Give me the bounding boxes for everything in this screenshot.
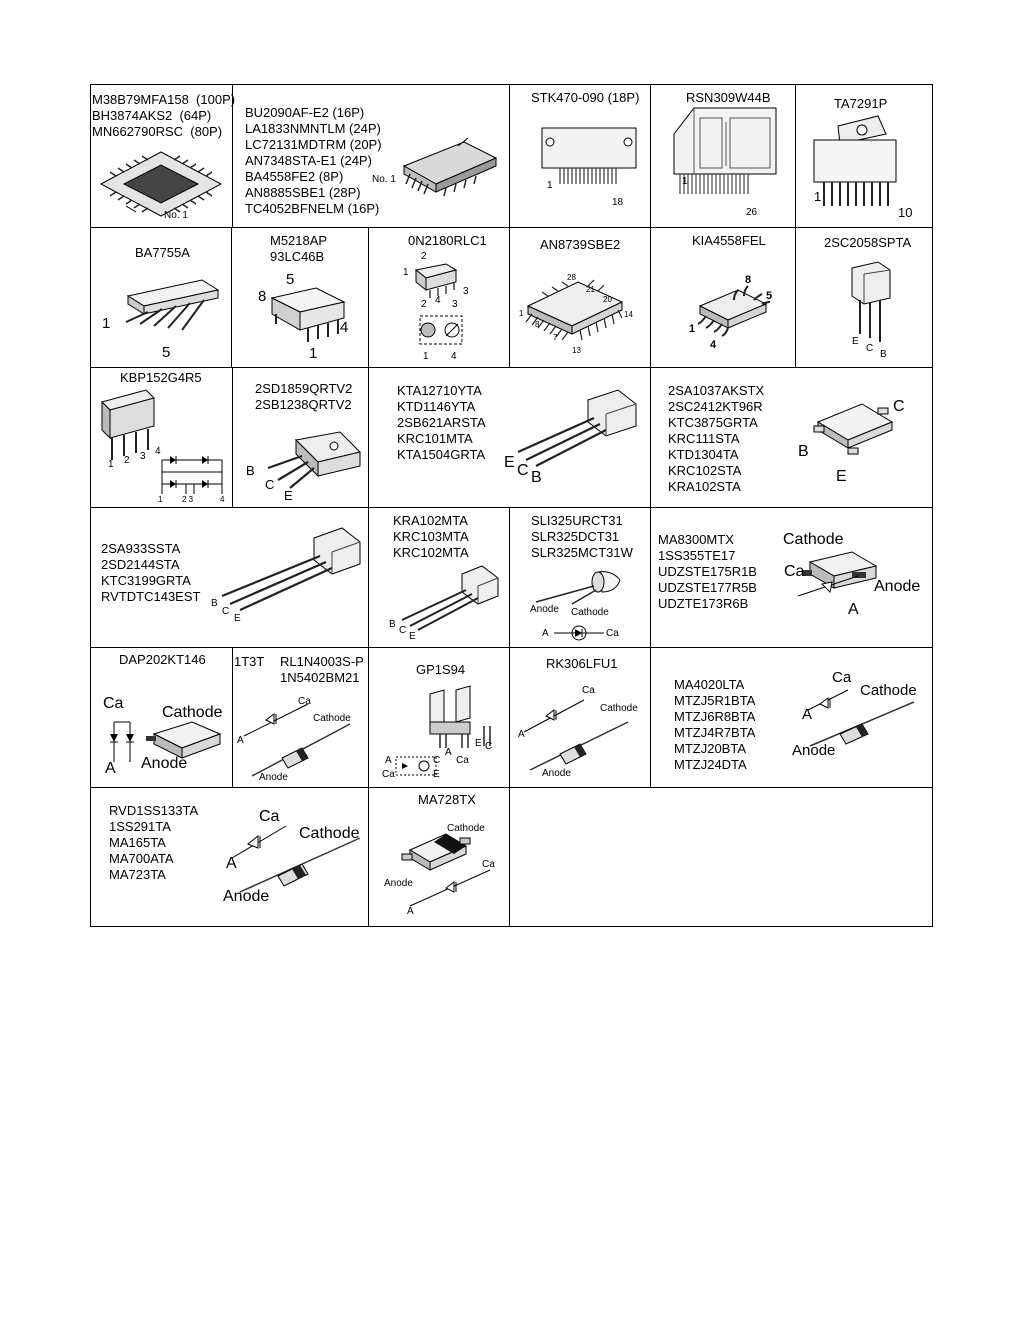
led-symbol-icon: [554, 624, 604, 642]
part-number: RL1N4003S-P: [280, 654, 364, 669]
transistor-to92-icon: [840, 258, 896, 344]
part-number: MTZJ5R1BTA: [674, 693, 756, 708]
cathode-pin-label: Ca: [832, 669, 852, 686]
part-number: RVD1SS133TA: [109, 803, 199, 818]
part-number: KTD1146YTA: [397, 399, 476, 414]
pin-label: E: [504, 454, 515, 471]
pin-label: 14: [624, 310, 633, 319]
part-number: 2SB1238QRTV2: [255, 397, 352, 412]
pin-label: C: [893, 398, 905, 415]
part-number: MTZJ4R7BTA: [674, 725, 756, 740]
to92-transistor-icon: [514, 386, 640, 468]
pin-label: 1: [547, 180, 553, 191]
pin-label: 4: [220, 495, 225, 504]
pin-label: 26: [746, 207, 758, 218]
pin-label: E: [284, 488, 293, 503]
part-number: 1N5402BM21: [280, 670, 360, 685]
pin-label: E: [234, 613, 241, 624]
part-number: 2SD1859QRTV2: [255, 381, 353, 396]
phototransistor-symbol-icon: [394, 755, 441, 777]
pin-label: No. 1: [164, 210, 188, 221]
smd-diode-icon: [798, 548, 880, 606]
cathode-label: Cathode: [447, 823, 485, 834]
sip-module-icon: [540, 124, 644, 198]
part-number: LC72131MDTRM (20P): [245, 137, 382, 152]
pin-label: 1: [158, 495, 163, 504]
part-number: KRC111STA: [668, 431, 740, 446]
pin-label: A: [445, 747, 452, 758]
part-number: 1SS291TA: [109, 819, 171, 834]
part-number: KRC101MTA: [397, 431, 473, 446]
pin-label: 20: [603, 295, 612, 304]
pin-label: 18: [612, 197, 624, 208]
part-number: 2SA1037AKSTX: [668, 383, 765, 398]
part-number: MN662790RSC (80P): [92, 124, 223, 139]
cathode-pin-label: Ca: [606, 628, 619, 639]
part-number: SLR325DCT31: [531, 529, 620, 544]
anode-label: Anode: [542, 768, 571, 779]
cathode-pin-label: Ca: [298, 696, 311, 707]
sop28-package-icon: [518, 274, 634, 350]
pin-label: 4: [155, 446, 161, 457]
part-number: KIA4558FEL: [692, 233, 766, 248]
part-number: 2SC2412KT96R: [668, 399, 763, 414]
pin-label: C: [485, 741, 493, 752]
part-number: MA728TX: [418, 792, 476, 807]
part-number: BH3874AKS2 (64P): [92, 108, 212, 123]
anode-pin-label: A: [237, 735, 244, 746]
part-number: MA4020LTA: [674, 677, 745, 692]
cathode-pin-label: Ca: [582, 685, 595, 696]
cathode-pin-label: Ca: [784, 563, 805, 580]
pin-label: 13: [572, 346, 581, 355]
cathode-label: Cathode: [313, 713, 351, 724]
pin-label: C: [433, 755, 441, 766]
anode-pin-label: A: [542, 628, 549, 639]
part-number: 2SB621ARSTA: [397, 415, 486, 430]
sop-package-icon: [398, 136, 502, 198]
cathode-label: Cathode: [571, 607, 609, 618]
pin-label: A: [385, 755, 392, 766]
part-number: UDZTE173R6B: [658, 596, 749, 611]
pin-label: Ca: [456, 755, 469, 766]
dip8-package-icon: [266, 284, 352, 346]
pin-label: C: [265, 477, 275, 492]
pin-label: 2 3: [182, 495, 194, 504]
pin-label: B: [880, 349, 887, 360]
anode-label: Anode: [259, 772, 288, 783]
part-number: BA4558FE2 (8P): [245, 169, 344, 184]
pin-label: 5: [766, 290, 773, 302]
pin-label: 2: [421, 299, 427, 310]
part-number: BA7755A: [135, 245, 190, 260]
cathode-pin-label: Ca: [482, 859, 495, 870]
pin-label: B: [798, 443, 809, 460]
part-number: MTZJ24DTA: [674, 757, 747, 772]
part-number: MA165TA: [109, 835, 166, 850]
part-number: KBP152G4R5: [120, 370, 202, 385]
pin-label: 3: [463, 286, 469, 297]
cathode-label: Cathode: [600, 703, 638, 714]
part-number: KRC103MTA: [393, 529, 469, 544]
pin-label: 4: [710, 339, 717, 351]
pin-label: 4: [451, 351, 457, 362]
part-number: KTC3199GRTA: [101, 573, 191, 588]
part-number: MTZJ6R8BTA: [674, 709, 756, 724]
part-number: RK306LFU1: [546, 656, 618, 671]
axial-diode-icon: [244, 700, 354, 778]
part-number: AN7348STA-E1 (24P): [245, 153, 372, 168]
to92-transistor-icon: [218, 524, 364, 612]
part-number: MA8300MTX: [658, 532, 734, 547]
to92-transistor-icon: [398, 564, 502, 632]
pin-label: E: [433, 769, 440, 780]
bridge-diode-schematic-icon: [156, 452, 228, 498]
pin-label: E: [475, 738, 482, 749]
pin-label: 28: [567, 273, 576, 282]
pin-label: B: [246, 463, 255, 478]
pin-label: C: [222, 606, 230, 617]
pin-label: B: [211, 598, 218, 609]
part-number: M38B79MFA158 (100P): [92, 92, 236, 107]
cathode-pin-label: Ca: [103, 695, 124, 712]
pin-label: 8: [745, 274, 752, 286]
part-number: MA700ATA: [109, 851, 174, 866]
part-number: 93LC46B: [270, 249, 325, 264]
pin-label: 1: [309, 345, 318, 362]
part-number: RVTDTC143EST: [101, 589, 201, 604]
part-number: TC4052BFNELM (16P): [245, 201, 380, 216]
part-number: 2SD2144STA: [101, 557, 180, 572]
pin-label: No. 1: [372, 174, 396, 185]
anode-pin-label: A: [226, 855, 237, 872]
anode-pin-label: A: [407, 906, 414, 917]
part-number: KRC102STA: [668, 463, 742, 478]
pin-label: B: [531, 469, 542, 486]
dual-diode-schematic-icon: [110, 706, 150, 762]
part-number: TA7291P: [834, 96, 888, 111]
pin-label: E: [852, 336, 859, 347]
part-number: 2SA933SSTA: [101, 541, 181, 556]
pin-label: C: [517, 462, 529, 479]
pin-label: 10: [898, 205, 913, 220]
pin-label: 1: [519, 309, 524, 318]
anode-label: Anode: [223, 888, 270, 905]
anode-pin-label: A: [848, 601, 859, 618]
part-number: DAP202KT146: [119, 652, 206, 667]
pin-label: 4: [340, 319, 349, 336]
anode-label: Anode: [384, 878, 413, 889]
part-number: MTZJ20BTA: [674, 741, 746, 756]
sop8-package-icon: [690, 284, 776, 342]
anode-pin-label: A: [105, 760, 116, 777]
part-number: BU2090AF-E2 (16P): [245, 105, 365, 120]
pin-label: B: [389, 619, 396, 630]
anode-label: Anode: [141, 755, 188, 772]
pin-label: C: [399, 625, 407, 636]
part-number: UDZSTE177R5B: [658, 580, 757, 595]
part-number: LA1833NMNTLM (24P): [245, 121, 381, 136]
cathode-label: Cathode: [860, 682, 917, 699]
pin-label: 1: [102, 315, 111, 332]
pin-label: 1: [814, 189, 822, 204]
anode-pin-label: A: [518, 729, 525, 740]
led-package-icon: [532, 562, 632, 606]
pin-label: 4: [435, 295, 441, 306]
part-number: STK470-090 (18P): [531, 90, 640, 105]
part-number: GP1S94: [416, 662, 466, 677]
part-number: UDZSTE175R1B: [658, 564, 757, 579]
pin-label: 8: [535, 320, 540, 329]
part-number: AN8739SBE2: [540, 237, 621, 252]
pin-label: 1: [689, 323, 696, 335]
pin-label: 5: [286, 271, 295, 288]
pin-label: C: [866, 343, 874, 354]
part-number: MA723TA: [109, 867, 166, 882]
pin-label: 1: [403, 267, 409, 278]
sip-package-icon: [112, 274, 224, 338]
pin-label: E: [409, 631, 416, 642]
part-number: 1T3T: [234, 654, 265, 669]
sot23-package-icon: [812, 400, 896, 462]
part-number: KRC102MTA: [393, 545, 469, 560]
pin-label: Ca: [382, 769, 395, 780]
pin-label: 8: [258, 288, 267, 305]
part-number: KRA102MTA: [393, 513, 468, 528]
pin-label: 1: [423, 351, 429, 362]
pin-label: 3: [452, 299, 458, 310]
part-number: KTA1504GRTA: [397, 447, 486, 462]
anode-pin-label: A: [802, 706, 813, 723]
pin-label: 2: [421, 251, 427, 262]
cathode-pin-label: Ca: [259, 808, 280, 825]
part-number: 0N2180RLC1: [408, 233, 487, 248]
part-number: KTC3875GRTA: [668, 415, 758, 430]
pin-label: E: [836, 468, 847, 485]
part-number: KRA102STA: [668, 479, 741, 494]
bridge-rectifier-icon: [96, 386, 160, 464]
pin-label: 2: [124, 455, 130, 466]
part-number: RSN309W44B: [686, 90, 771, 105]
part-number: 1SS355TE17: [658, 548, 736, 563]
pin-label: 1: [682, 176, 688, 187]
part-number: SLR325MCT31W: [531, 545, 633, 560]
anode-label: Anode: [530, 604, 559, 615]
pin-label: 7: [553, 333, 558, 342]
cathode-label: Cathode: [162, 704, 223, 721]
power-ic-icon: [808, 114, 908, 212]
pin-label: 5: [162, 344, 171, 361]
pin-label: 21: [586, 285, 595, 294]
cathode-label: Cathode: [299, 825, 360, 842]
power-transistor-icon: [262, 430, 362, 490]
pin-label: 1: [108, 459, 114, 470]
part-number: 2SC2058SPTA: [824, 235, 912, 250]
anode-label: Anode: [874, 578, 921, 595]
sip-module-icon: [666, 104, 784, 210]
anode-label: Anode: [792, 742, 836, 759]
part-number: KTA12710YTA: [397, 383, 482, 398]
qfp-package-icon: [96, 146, 226, 222]
cathode-label: Cathode: [783, 531, 844, 548]
part-number: KTD1304TA: [668, 447, 739, 462]
part-number: AN8885SBE1 (28P): [245, 185, 361, 200]
pin-label: 3: [140, 451, 146, 462]
part-number: M5218AP: [270, 233, 328, 248]
part-number: SLI325URCT31: [531, 513, 623, 528]
